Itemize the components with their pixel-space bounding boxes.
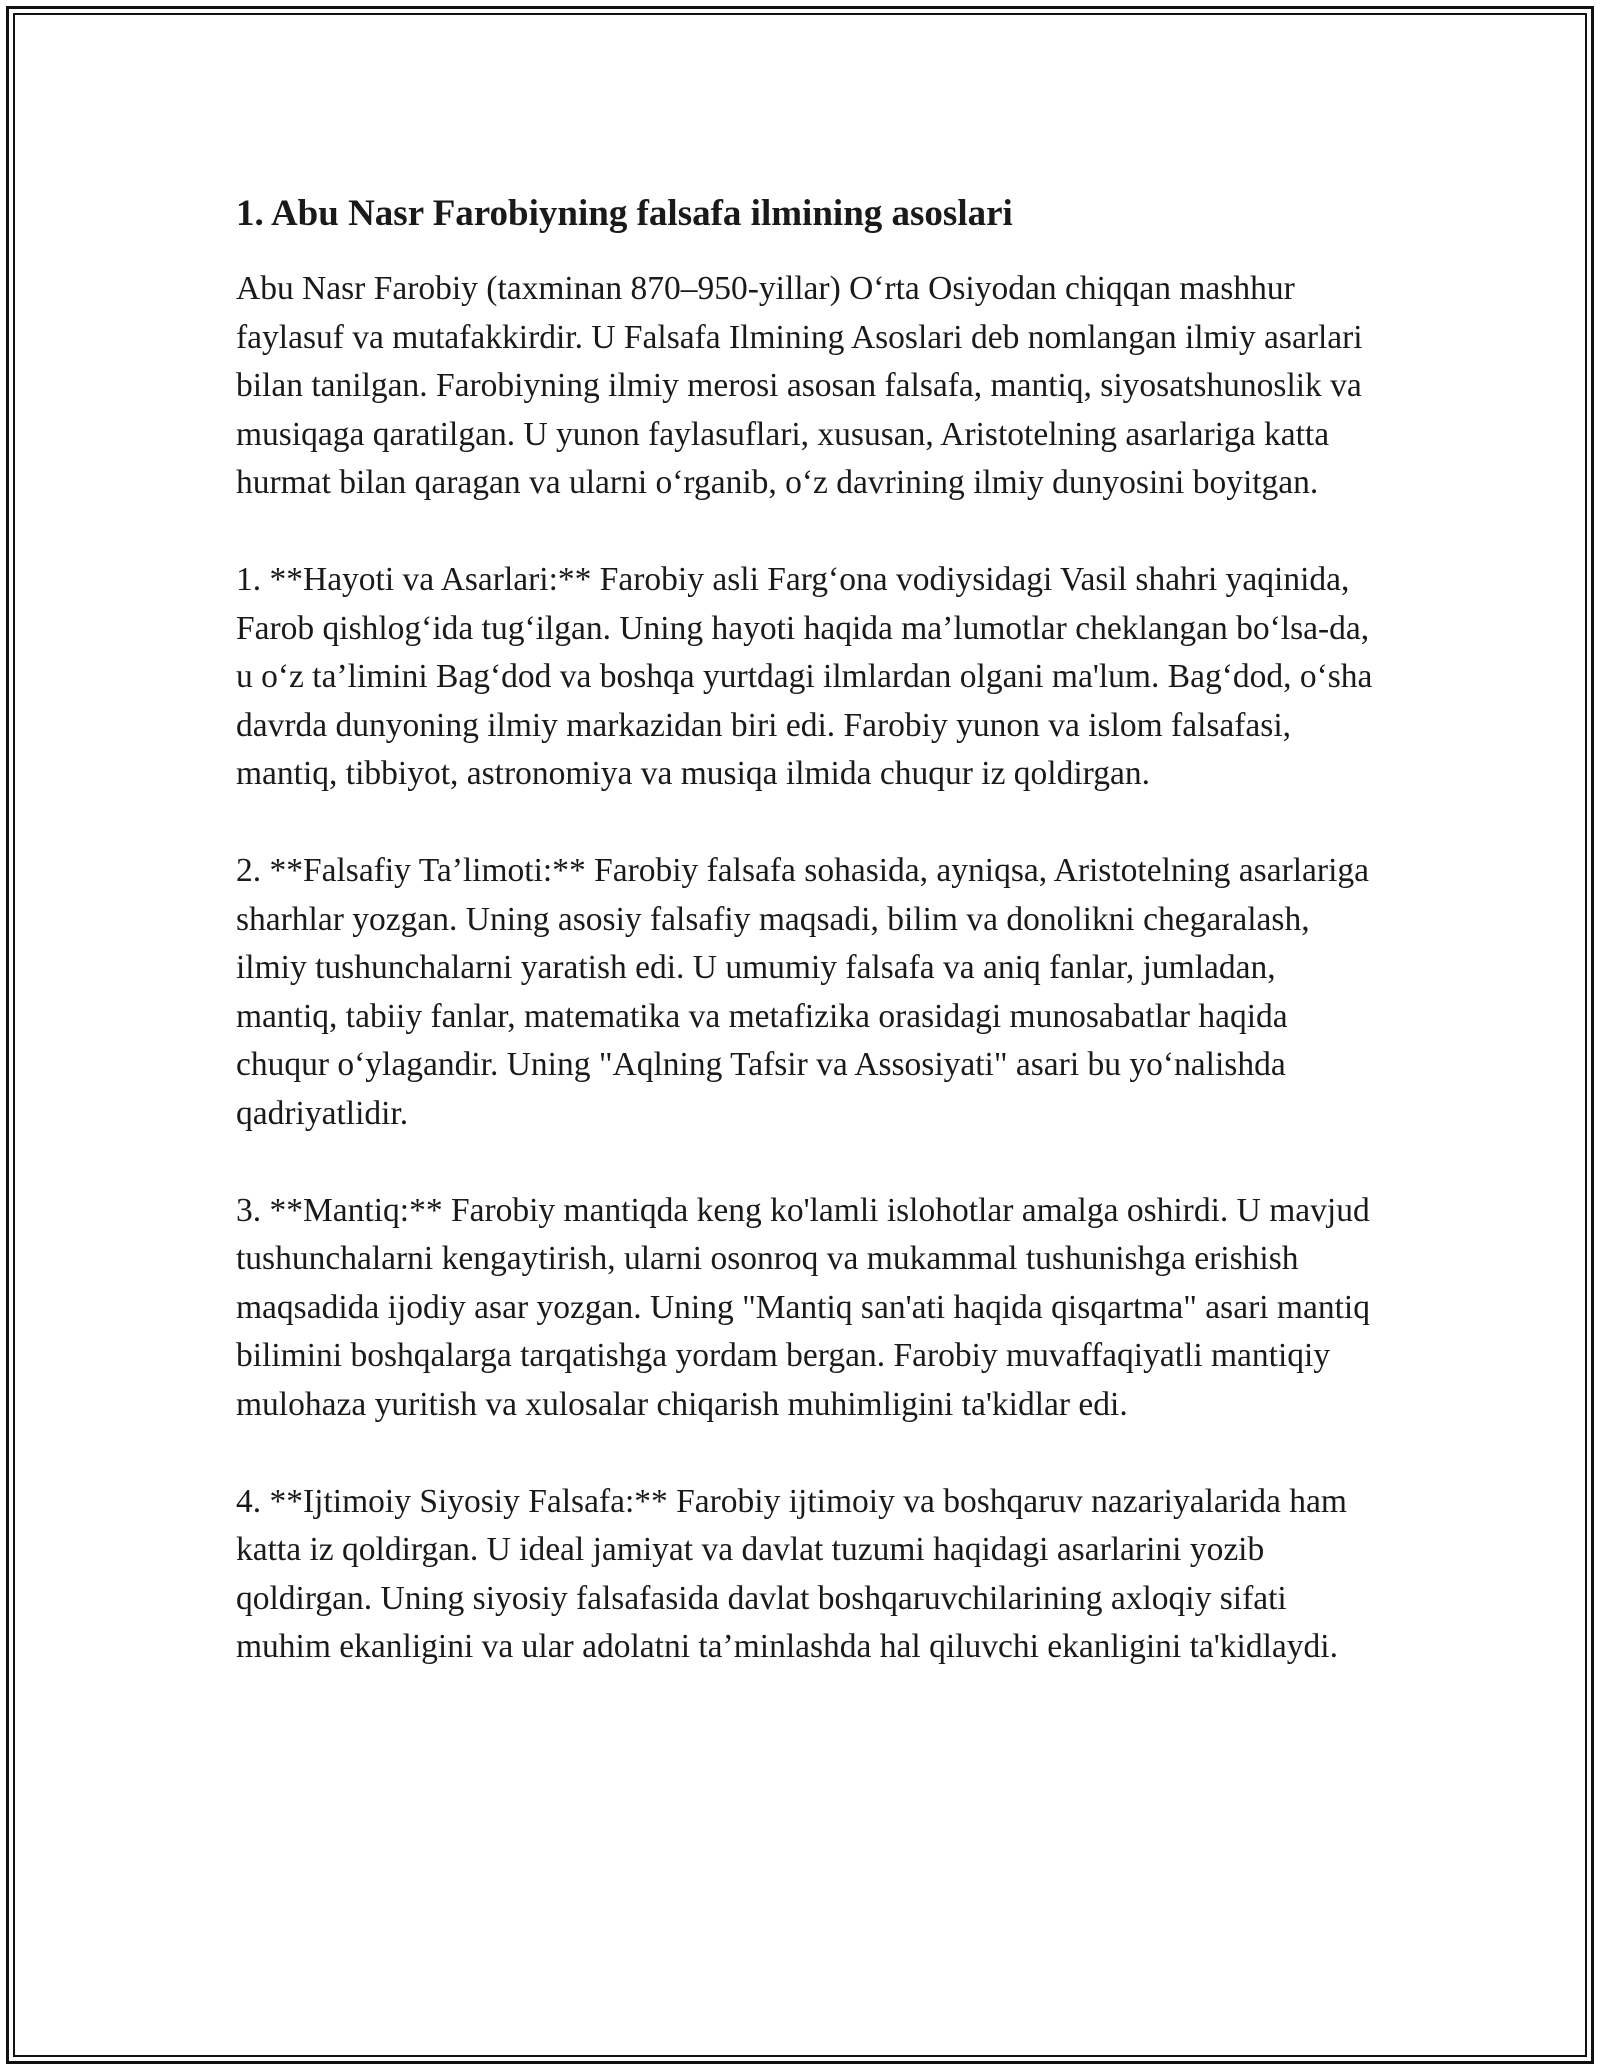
document-title: 1. Abu Nasr Farobiyning falsafa ilmining asoslari <box>236 193 1013 234</box>
section-4-paragraph: 4. **Ijtimoiy Siyosiy Falsafa:** Farobiy ijtimoiy va boshqaruv nazariyalarida ham katta iz qoldirgan. U ideal jamiyat va davlat tuzumi haqidagi asarlarini yozib qoldirgan. Uning siyosiy falsafasida davlat boshqaruvchilarining axloqiy sifati muhim ekanligini va ular adolatni ta’minlashda hal qiluvchi ekanligini ta'kidlaydi. <box>236 1482 1347 1665</box>
section-2-paragraph: 2. **Falsafiy Ta’limoti:** Farobiy falsafa sohasida, ayniqsa, Aristotelning asarlariga sharhlar yozgan. Uning asosiy falsafiy maqsadi, bilim va donolikni chegaralash, ilmiy tushunchalarni yaratish edi. U umumiy falsafa va aniq fanlar, jumladan, mantiq, tabiiy fanlar, matematika va metafizika orasidagi munosabatlar haqida chuqur o‘ylagandir. Uning "Aqlning Tafsir va Assosiyati" asari bu yo‘nalishda qadriyatlidir. <box>236 852 1369 1132</box>
document-body <box>236 185 1376 1720</box>
intro-paragraph: Abu Nasr Farobiy (taxminan 870–950-yillar) O‘rta Osiyodan chiqqan mashhur faylasuf va mutafakkirdir. U Falsafa Ilmining Asoslari deb nomlangan ilmiy asarlari bilan tanilgan. Farobiyning ilmiy merosi asosan falsafa, mantiq, siyosatshunoslik va musiqaga qaratilgan. U yunon faylasuflari, xususan, Aristotelning asarlariga katta hurmat bilan qaragan va ularni o‘rganib, o‘z davrining ilmiy dunyosini boyitgan. <box>236 270 1363 501</box>
section-3-paragraph: 3. **Mantiq:** Farobiy mantiqda keng ko'lamli islohotlar amalga oshirdi. U mavjud tushunchalarni kengaytirish, ularni osonroq va mukammal tushunishga erishish maqsadida ijodiy asar yozgan. Uning "Mantiq san'ati haqida qisqartma" asari mantiq bilimini boshqalarga tarqatishga yordam bergan. Farobiy muvaffaqiyatli mantiqiy mulohaza yuritish va xulosalar chiqarish muhimligini ta'kidlar edi. <box>236 1191 1370 1423</box>
section-1-paragraph: 1. **Hayoti va Asarlari:** Farobiy asli Farg‘ona vodiysidagi Vasil shahri yaqinida, Farob qishlog‘ida tug‘ilgan. Uning hayoti haqida ma’lumotlar cheklangan bo‘lsa-da, u o‘z ta’limini Bag‘dod va boshqa yurtdagi ilmlardan olgani ma'lum. Bag‘dod, o‘sha davrda dunyoning ilmiy markazidan biri edi. Farobiy yunon va islom falsafasi, mantiq, tibbiyot, astronomiya va musiqa ilmida chuqur iz qoldirgan. <box>236 561 1373 792</box>
